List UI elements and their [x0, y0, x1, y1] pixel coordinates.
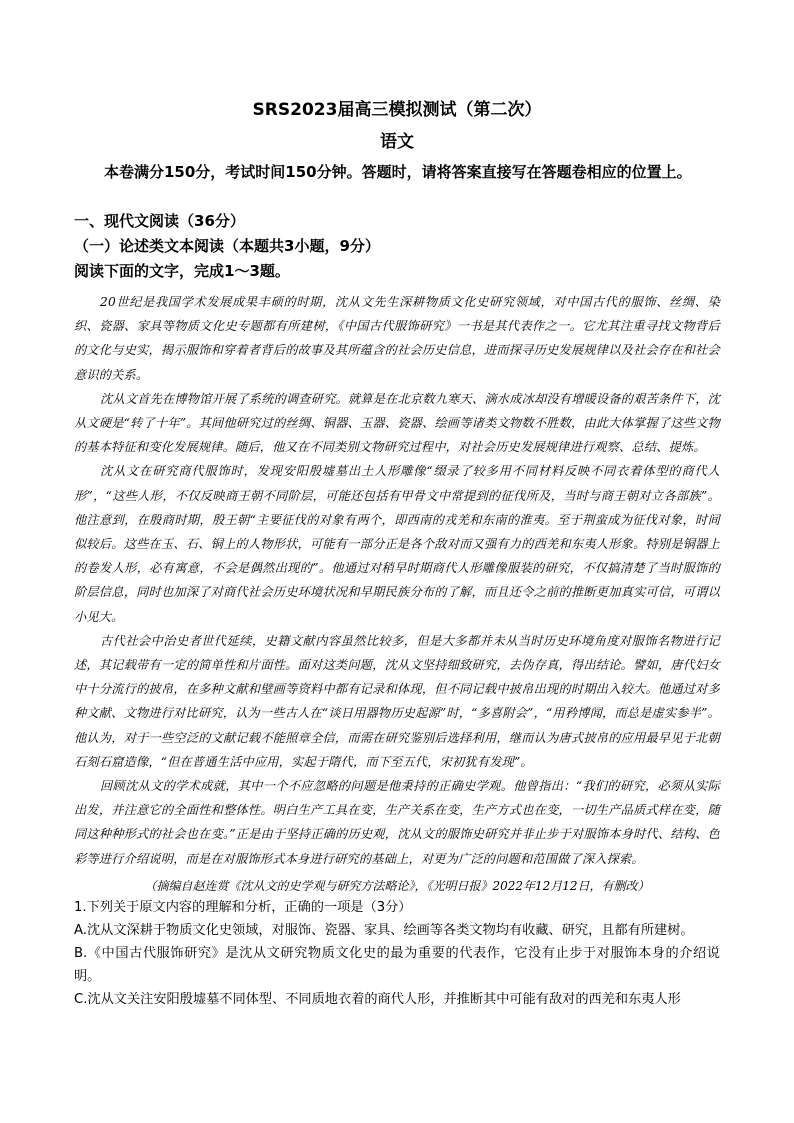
question-1: [74, 896, 720, 1011]
option-a: A.沈从文深耕于物质文化史领域，对服饰、瓷器、家具、绘画等各类文物均有收藏、研究，且都有所建树。: [74, 923, 694, 938]
reading-passage: [74, 290, 720, 871]
option-c: C.沈从文关注安阳殷墟墓不同体型、不同质地衣着的商代人形，并推断其中可能有敌对的西羌和东夷人形: [74, 992, 681, 1007]
passage-source: （摘编自赵连赏《沈从文的史学观与研究方法略论》，《光明日报》2022年12月12日，有删改）: [144, 879, 650, 893]
exam-title: SRS2023届高三模拟测试（第二次）: [252, 100, 542, 120]
section-heading: 一、现代文阅读（36分）: [74, 212, 245, 230]
passage-paragraph: 回顾沈从文的学术成就，其中一个不应忽略的问题是他秉持的正确史学观。他曾指出：“我们的研究，必须从实际出发，并注意它的全面性和整体性。明白生产工具在变，生产关系在变，生产方式也在变，一切生产品质式样在变，随同这种种形式的社会也在变。”正是由于坚持正确的历史观，沈从文的服饰史研究并非止步于对服饰本身时代、结构、色彩等进行介绍说明，而是在对服饰形式本身进行研究的基础上，对更为广泛的问题和范围做了深入探索。: [74, 779, 720, 866]
option-b: B.《中国古代服饰研究》是沈从文研究物质文化史的最为重要的代表作，它没有止步于对服饰本身的介绍说明。: [74, 946, 720, 984]
passage-paragraph: 沈从文首先在博物馆开展了系统的调查研究。就算是在北京数九寒天、滴水成冰却没有增暖设备的艰苦条件下，沈从文硬是“转了十年”。其间他研究过的丝绸、铜器、玉器、瓷器、绘画等诸类文物数不胜数，由此大体掌握了这些文物的基本特征和变化发展规律。随后，他又在不同类别文物研究过程中，对社会历史发展规律进行观察、总结、提炼。: [74, 391, 720, 455]
passage-paragraph: 沈从文在研究商代服饰时，发现安阳殷墟墓出土人形雕像“缀录了较多用不同材料反映不同衣着体型的商代人形”，“这些人形，不仅反映商王朝不同阶层，可能还包括有甲骨文中常提到的征伐所及，当时与商王朝对立各部族”。他注意到，在殷商时期，殷王朝“主要征伐的对象有两个，即西南的戎羌和东南的淮夷。至于荆蛮成为征伐对象，时间似较后。这些在玉、石、铜上的人物形状，可能有一部分正是各个敌对而又强有力的西羌和东夷人形象。特别是铜器上的卷发人形，必有寓意，不会是偶然出现的”。他通过对稍早时期商代人形雕像服装的研究，不仅搞清楚了当时服饰的阶层信息，同时也加深了对商代社会历史环境状况和早期民族分布的了解，而且还令之前的推断更加真实可信，可谓以小见大。: [74, 464, 720, 624]
exam-instructions: 本卷满分150分，考试时间150分钟。答题时，请将答案直接写在答题卷相应的位置上。: [104, 163, 692, 181]
passage-paragraph: 古代社会中治史者世代延续，史籍文献内容虽然比较多，但是大多都并未从当时历史环境角度对服饰名物进行记述，其记载带有一定的简单性和片面性。面对这类问题，沈从文坚持细致研究，去伪存真，得出结论。譬如，唐代妇女中十分流行的披帛，在多种文献和壁画等资料中都有记录和体现，但不同记载中披帛出现的时期出入较大。他通过对多种文献、文物进行对比研究，认为一些古人在“谈日用器物历史起源”时，“多喜附会”，“用矜博闻，而总是虚实参半”。他认为，对于一些空泛的文献记载不能照章全信，而需在研究鉴别后选择利用，继而认为唐式披帛的应用最早见于北朝石刻石窟造像，“但在普通生活中应用，实起于隋代，而下至五代，宋初犹有发现”。: [74, 633, 720, 769]
part-heading: （一）论述类文本阅读（本题共3小题，9分）: [74, 237, 380, 255]
passage-paragraph: 20世纪是我国学术发展成果丰硕的时期，沈从文先生深耕物质文化史研究领域，对中国古代的服饰、丝绸、染织、瓷器、家具等物质文化史专题都有所建树，《中国古代服饰研究》一书是其代表作之一。它尤其注重寻找文物背后的文化与史实，揭示服饰和穿着者背后的故事及其所蕴含的社会历史信息，进而探寻历史发展规律以及社会存在和社会意识的关系。: [74, 295, 720, 382]
question-stem: 1.下列关于原文内容的理解和分析，正确的一项是（3分）: [74, 900, 412, 915]
subject-title: 语文: [380, 132, 414, 152]
reading-directive: 阅读下面的文字，完成1～3题。: [74, 262, 290, 280]
